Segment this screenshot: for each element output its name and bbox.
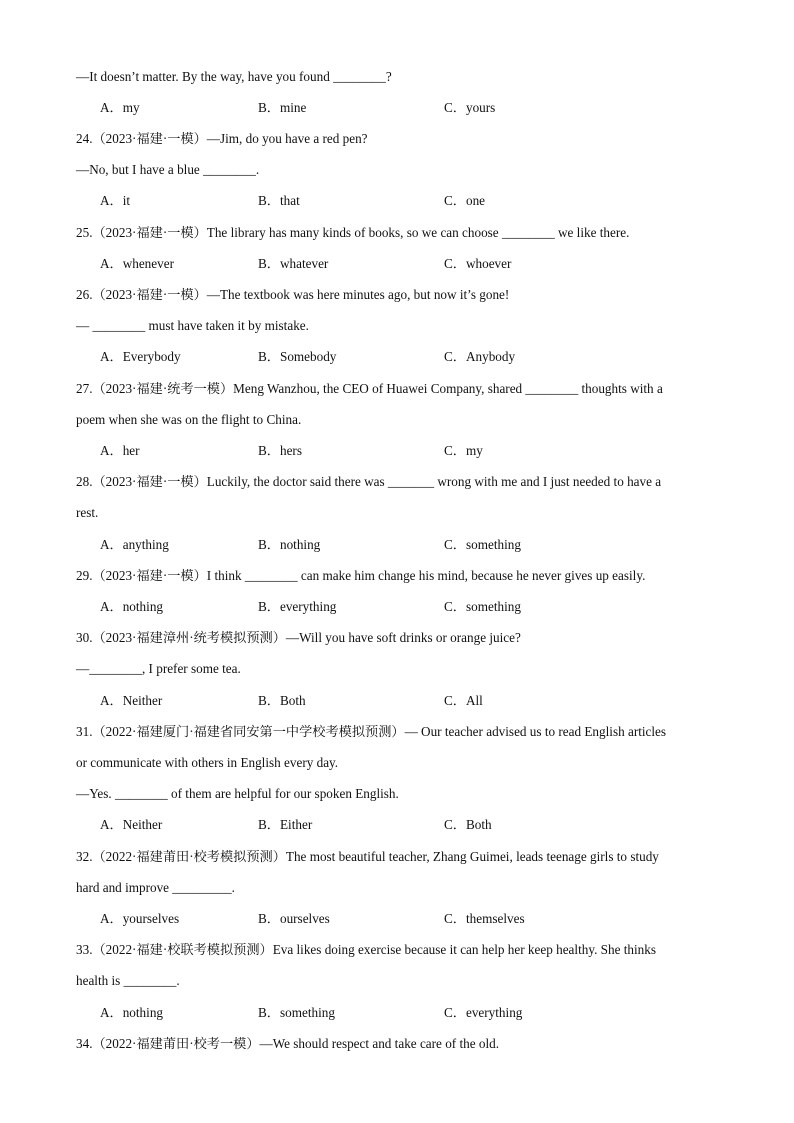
option-c[interactable]: C．something	[444, 537, 521, 552]
option-c[interactable]: C．something	[444, 599, 521, 614]
option-c[interactable]: C．yours	[444, 100, 496, 115]
option-b[interactable]: B．everything	[258, 599, 337, 614]
option-c[interactable]: C．All	[444, 693, 483, 708]
option-c[interactable]: C．Anybody	[444, 349, 516, 364]
question-32: 32.（2022·福建莆田·校考模拟预测）The most beautiful teacher, Zhang Guimei, leads teenage girls to study	[76, 849, 659, 864]
question-29: 29.（2023·福建·一模）I think ________ can make him change his mind, because he never gives up easily.	[76, 568, 646, 583]
option-a[interactable]: A．whenever	[100, 256, 174, 271]
option-a[interactable]: A．Neither	[100, 817, 163, 832]
option-b[interactable]: B．something	[258, 1005, 335, 1020]
option-c[interactable]: C．my	[444, 443, 483, 458]
question-24: 24.（2023·福建·一模）—Jim, do you have a red pen?	[76, 131, 368, 146]
option-b[interactable]: B．mine	[258, 100, 307, 115]
option-c[interactable]: C．one	[444, 193, 486, 208]
question-31: 31.（2022·福建厦门·福建省同安第一中学校考模拟预测）— Our teacher advised us to read English articles	[76, 724, 667, 739]
option-a[interactable]: A．yourselves	[100, 911, 180, 926]
option-a[interactable]: A．nothing	[100, 599, 164, 614]
text-line: —No, but I have a blue ________.	[76, 162, 260, 177]
option-c[interactable]: C．whoever	[444, 256, 512, 271]
text-line: — ________ must have taken it by mistake.	[76, 318, 309, 333]
option-b[interactable]: B．Somebody	[258, 349, 337, 364]
text-line: or communicate with others in English every day.	[76, 755, 339, 770]
option-b[interactable]: B．that	[258, 193, 300, 208]
text-line: hard and improve _________.	[76, 880, 235, 895]
option-a[interactable]: A．nothing	[100, 1005, 164, 1020]
option-c[interactable]: C．everything	[444, 1005, 523, 1020]
option-a[interactable]: A．anything	[100, 537, 169, 552]
question-27: 27.（2023·福建·统考一模）Meng Wanzhou, the CEO of Huawei Company, shared ________ thoughts with a	[76, 381, 663, 396]
option-b[interactable]: B．hers	[258, 443, 302, 458]
option-a[interactable]: A．Neither	[100, 693, 163, 708]
text-line: poem when she was on the flight to China.	[76, 412, 302, 427]
option-b[interactable]: B．Both	[258, 693, 306, 708]
text-line: —It doesn’t matter. By the way, have you found ________?	[76, 69, 392, 84]
text-line: —Yes. ________ of them are helpful for our spoken English.	[76, 786, 399, 801]
question-28: 28.（2023·福建·一模）Luckily, the doctor said there was _______ wrong with me and I just needed to have a	[76, 474, 662, 489]
text-line: —________, I prefer some tea.	[76, 661, 241, 676]
option-b[interactable]: B．nothing	[258, 537, 321, 552]
option-a[interactable]: A．my	[100, 100, 140, 115]
option-b[interactable]: B．ourselves	[258, 911, 330, 926]
option-a[interactable]: A．her	[100, 443, 140, 458]
option-b[interactable]: B．Either	[258, 817, 313, 832]
question-25: 25.（2023·福建·一模）The library has many kinds of books, so we can choose ________ we like there.	[76, 225, 630, 240]
option-a[interactable]: A．it	[100, 193, 131, 208]
question-30: 30.（2023·福建漳州·统考模拟预测）—Will you have soft drinks or orange juice?	[76, 630, 521, 645]
option-a[interactable]: A．Everybody	[100, 349, 181, 364]
question-33: 33.（2022·福建·校联考模拟预测）Eva likes doing exercise because it can help her keep healthy. She thinks	[76, 942, 656, 957]
text-line: health is ________.	[76, 973, 180, 988]
option-b[interactable]: B．whatever	[258, 256, 329, 271]
option-c[interactable]: C．themselves	[444, 911, 525, 926]
question-34: 34.（2022·福建莆田·校考一模）—We should respect and take care of the old.	[76, 1036, 500, 1051]
option-c[interactable]: C．Both	[444, 817, 492, 832]
text-line: rest.	[76, 505, 99, 520]
question-26: 26.（2023·福建·一模）—The textbook was here minutes ago, but now it’s gone!	[76, 287, 510, 302]
